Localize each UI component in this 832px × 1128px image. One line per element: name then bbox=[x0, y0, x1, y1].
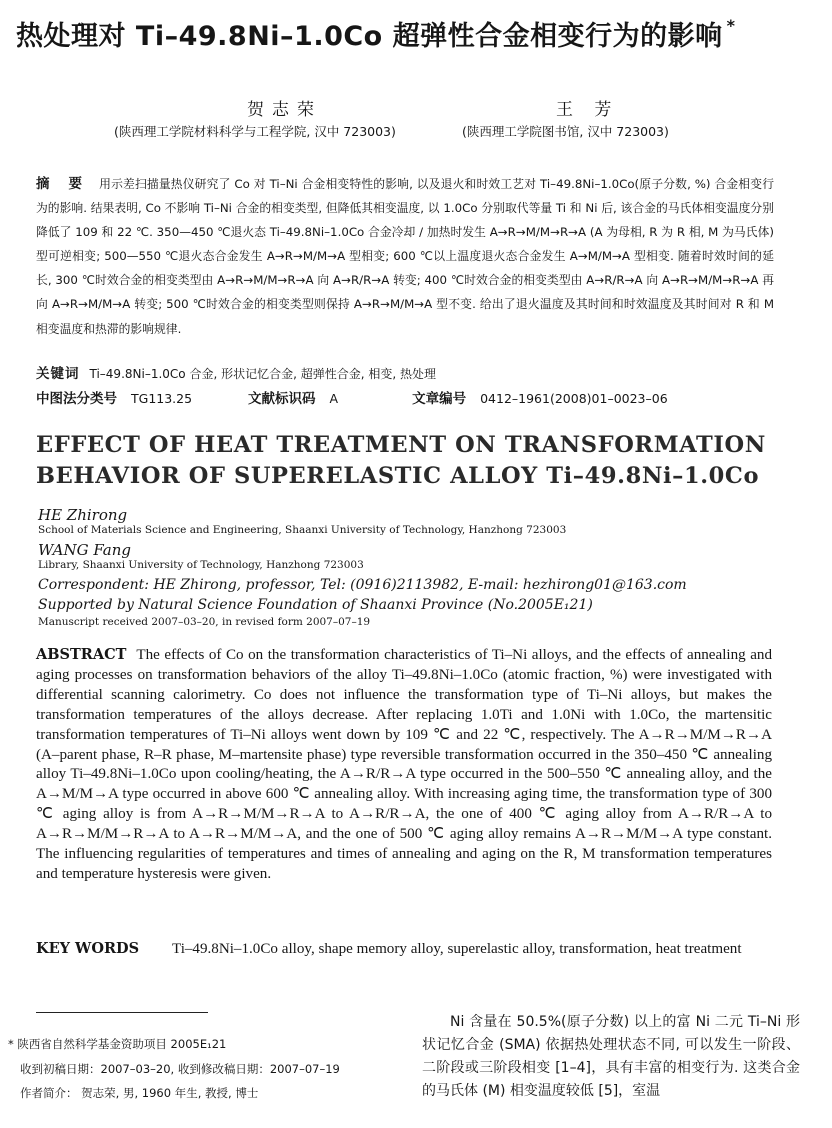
clc-value: TG113.25 bbox=[131, 391, 193, 406]
affiliation-cn-1: (陕西理工学院材料科学与工程学院, 汉中 723003) bbox=[114, 124, 396, 139]
author-en-1: HE Zhirong bbox=[38, 506, 128, 524]
author-en-2: WANG Fang bbox=[38, 541, 131, 559]
correspondent-line: Correspondent: HE Zhirong, professor, Tel: (0916)2113982, E-mail: hezhirong01@163.com bbox=[38, 577, 687, 593]
abstract-en-label: ABSTRACT bbox=[36, 646, 127, 663]
title-cn bbox=[16, 14, 816, 53]
affiliation-cn-2: (陕西理工学院图书馆, 汉中 723003) bbox=[462, 124, 669, 139]
footnote-fund: * 陕西省自然科学基金资助项目 2005E₁21 bbox=[8, 1037, 227, 1051]
author-cn-1: 贺志荣 bbox=[247, 100, 322, 120]
keywords-cn-text: Ti–49.8Ni–1.0Co 合金, 形状记忆合金, 超弹性合金, 相变, 热处理 bbox=[89, 367, 436, 381]
keywords-en-text: Ti–49.8Ni–1.0Co alloy, shape memory alloy, superelastic alloy, transformation, heat treatment bbox=[172, 941, 742, 957]
footnote-author-intro: 作者简介： 贺志荣, 男, 1960 年生, 教授, 博士 bbox=[20, 1086, 259, 1100]
support-line: Supported by Natural Science Foundation of Shaanxi Province (No.2005E₁21) bbox=[38, 597, 593, 613]
manuscript-line: Manuscript received 2007–03–20, in revised form 2007–07–19 bbox=[38, 616, 371, 628]
title-cn-text: 热处理对 Ti–49.8Ni–1.0Co 超弹性合金相变行为的影响 bbox=[16, 21, 723, 52]
article-no-label: 文章编号 bbox=[412, 391, 467, 407]
keywords-cn bbox=[36, 362, 796, 382]
title-footnote-mark: * bbox=[726, 16, 736, 35]
abstract-en-text: The effects of Co on the transformation characteristics of Ti–Ni alloys, and the effects of annealing and aging processes on transformation behaviors of the alloy Ti–49.8Ni–1.0Co (atomic fraction, %) were investigated with differential scanning calorimetry. Co does not influence the transformation type of Ti–Ni alloys, but makes the transformation temperatures of the alloys decrease. After replacing 1.0Ti and 1.0Ni with 1.0Co, the martensitic transformation temperatures of Ti–Ni alloys went down by 109 ℃ and 22 ℃, respectively. The A→R→M/M→R→A (A–parent phase, R–R phase, M–martensite phase) type reversible transformation occurred in the 350–450 ℃ annealing alloy Ti–49.8Ni–1.0Co upon cooling/heating, the A→R/R→A type occurred in the 500–550 ℃ annealing alloy, and the A→M/M→A type occurred in above 600 ℃ annealing alloy. With increasing aging time, the transformation type of 300 ℃ aging alloy is from A→R→M/M→R→A to A→R/R→A, the one of 400 ℃ aging alloy from A→R/R→A to A→R→M/M→R→A to A→R→M/M→A, and the one of 500 ℃ aging alloy remains A→R→M/M→A type constant. The influencing regularities of temperatures and times of annealing and aging on the R, M transformation temperatures and temperature hysteresis were given. bbox=[36, 647, 772, 882]
affiliation-en-1: School of Materials Science and Engineering, Shaanxi University of Technology, Hanzhong 723003 bbox=[38, 524, 567, 536]
abstract-cn bbox=[36, 172, 774, 341]
abstract-en bbox=[36, 645, 772, 885]
author-cn-2: 王 芳 bbox=[556, 100, 620, 120]
title-en: EFFECT OF HEAT TREATMENT ON TRANSFORMATION BEHAVIOR OF SUPERELASTIC ALLOY Ti–49.8Ni–1.0Co bbox=[36, 432, 766, 489]
abstract-cn-label: 摘 要 bbox=[36, 176, 90, 192]
body-intro-cn: Ni 含量在 50.5%(原子分数) 以上的富 Ni 二元 Ti–Ni 形状记忆合金 (SMA) 依据热处理状态不同, 可以发生一阶段、二阶段或三阶段相变 [1–4]，具有丰富的相变行为. 这类合金的马氏体 (M) 相变温度较低 [5]，室温 bbox=[422, 1014, 800, 1099]
affiliation-en-2: Library, Shaanxi University of Technology, Hanzhong 723003 bbox=[38, 559, 364, 571]
footnote-rule bbox=[36, 1012, 208, 1013]
keywords-cn-label: 关键词 bbox=[36, 366, 80, 382]
classification-line bbox=[36, 387, 796, 407]
clc-label: 中图法分类号 bbox=[36, 391, 117, 407]
keywords-en-label: KEY WORDS bbox=[36, 940, 140, 957]
abstract-cn-text: 用示差扫描量热仪研究了 Co 对 Ti–Ni 合金相变特性的影响, 以及退火和时效工艺对 Ti–49.8Ni–1.0Co(原子分数, %) 合金相变行为的影响. 结果表明, Co 不影响 Ti–Ni 合金的相变类型, 但降低其相变温度, 以 1.0Co 分别取代等量 Ti 和 Ni 后, 该合金的马氏体相变温度分别降低了 109 和 22 ℃. 350—450 ℃退火态 Ti–49.8Ni–1.0Co 合金冷却 / 加热时发生 A→R→M/M→R→A (A 为母相, R 为 R 相, M 为马氏体) 型可逆相变; 500—550 ℃退火态合金发生 A→R→M/M→A 型相变; 600 ℃以上温度退火态合金发生 A→M/M→A 型相变. 随着时效时间的延长, 300 ℃时效合金的相变类型由 A→R→M/M→R→A 向 A→R/R→A 转变; 400 ℃时效合金的相变类型由 A→R/R→A 向 A→R→M/M→R→A 再向 A→R→M/M→A 转变; 500 ℃时效合金的相变类型则保持 A→R→M/M→A 型不变. 给出了退火温度及其时间和时效温度及其时间对 R 和 M 相变温度和热滞的影响规律. bbox=[36, 177, 774, 336]
doc-code-label: 文献标识码 bbox=[248, 391, 316, 407]
doc-code-value: A bbox=[329, 391, 339, 406]
footnote-received: 收到初稿日期：2007–03–20, 收到修改稿日期：2007–07–19 bbox=[20, 1062, 340, 1076]
article-no-value: 0412–1961(2008)01–0023–06 bbox=[480, 391, 668, 406]
